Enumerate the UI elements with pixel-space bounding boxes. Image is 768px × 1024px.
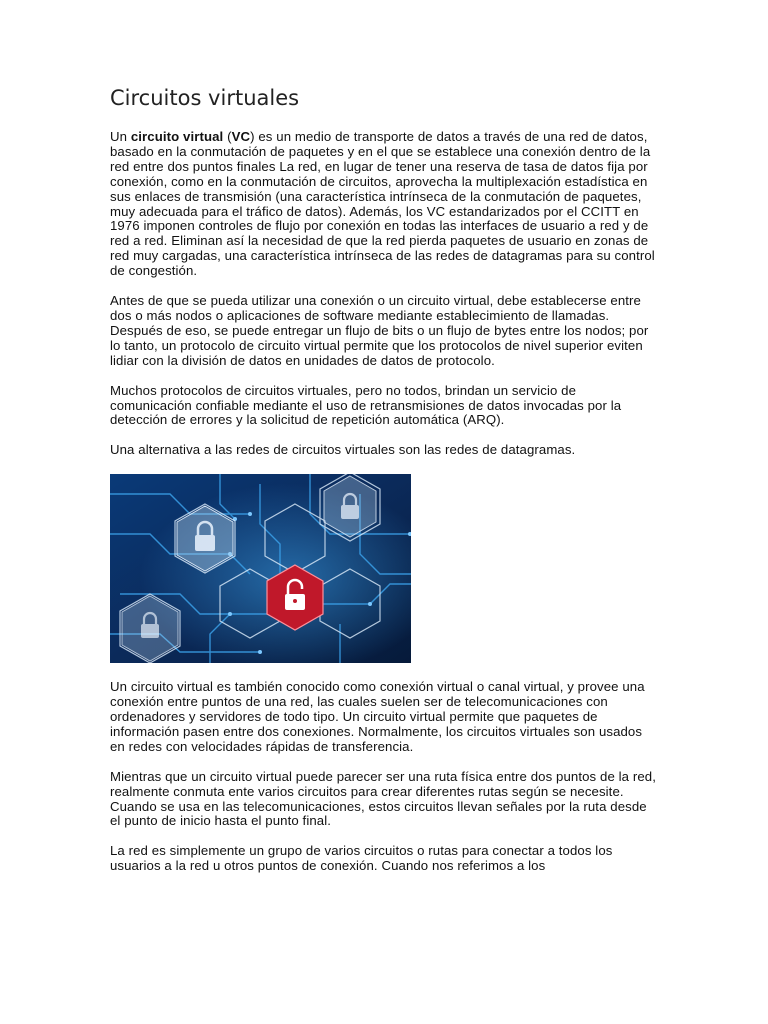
paragraph: La red es simplemente un grupo de varios circuitos o rutas para conectar a todos los usuarios a la red u otros puntos de conexión. Cuando nos referimos a los (110, 843, 613, 874)
intro-term: circuito virtual (130, 129, 224, 144)
intro-lead: Un (110, 129, 131, 144)
intro-rest: ) es un medio de transporte de datos a través de una red de datos, basado en la conmutación de paquetes y en el que se establece una conexión dentro de la red entre dos puntos finales La red, en lugar de tener una reserva de tasa de datos fija por conexión, como en la conmutación de circuitos, aprovecha la multiplexación estadística en sus enlaces de transmisión (una característica intrínseca de la conmutación de paquetes, muy adecuada para el tráfico de datos). Además, los VC estandarizados por el CCITT en 1976 imponen controles de flujo por conexión en todas las interfaces de usuario a red y de red a red. Eliminan así la necesidad de que la red pierda paquetes de usuario en zonas de red muy cargadas, una característica intrínseca de las redes de datagramas para su control de congestión. (110, 129, 655, 279)
intro-paragraph (110, 130, 660, 279)
paragraph: Antes de que se pueda utilizar una conexión o un circuito virtual, debe establecerse entre dos o más nodos o aplicaciones de software mediante establecimiento de llamadas. Después de eso, se puede entregar un flujo de bits o un flujo de bytes entre los nodos; por lo tanto, un protocolo de circuito virtual permite que los protocolos de nivel superior eviten lidiar con la división de datos en unidades de datos de protocolo. (110, 293, 649, 368)
page-title: Circuitos virtuales (110, 86, 300, 110)
intro-open-paren: ( (223, 129, 232, 144)
paragraph: Mientras que un circuito virtual puede parecer ser una ruta física entre dos puntos de la red, realmente conmuta ente varios circuitos para crear diferentes rutas según se necesite. Cuando se usa en las telecomunicaciones, estos circuitos llevan señales por la ruta desde el punto de inicio hasta el punto final. (110, 768, 656, 829)
document-body (110, 86, 660, 889)
paragraph: Muchos protocolos de circuitos virtuales, pero no todos, brindan un servicio de comunicación confiable mediante el uso de retransmisiones de datos invocadas por la detección de errores y la solicitud de repetición automática (ARQ). (110, 382, 622, 428)
paragraph: Un circuito virtual es también conocido como conexión virtual o canal virtual, y provee una conexión entre puntos de una red, las cuales suelen ser de telecomunicaciones con ordenadores y servidores de todo tipo. Un circuito virtual permite que paquetes de información pasen entre dos conexiones. Normalmente, los circuitos virtuales son usados en redes con velocidades rápidas de transferencia. (110, 679, 645, 754)
circuit-board-lock-illustration (110, 474, 411, 663)
paragraph: Una alternativa a las redes de circuitos virtuales son las redes de datagramas. (110, 442, 576, 458)
intro-abbr: VC (231, 129, 251, 144)
